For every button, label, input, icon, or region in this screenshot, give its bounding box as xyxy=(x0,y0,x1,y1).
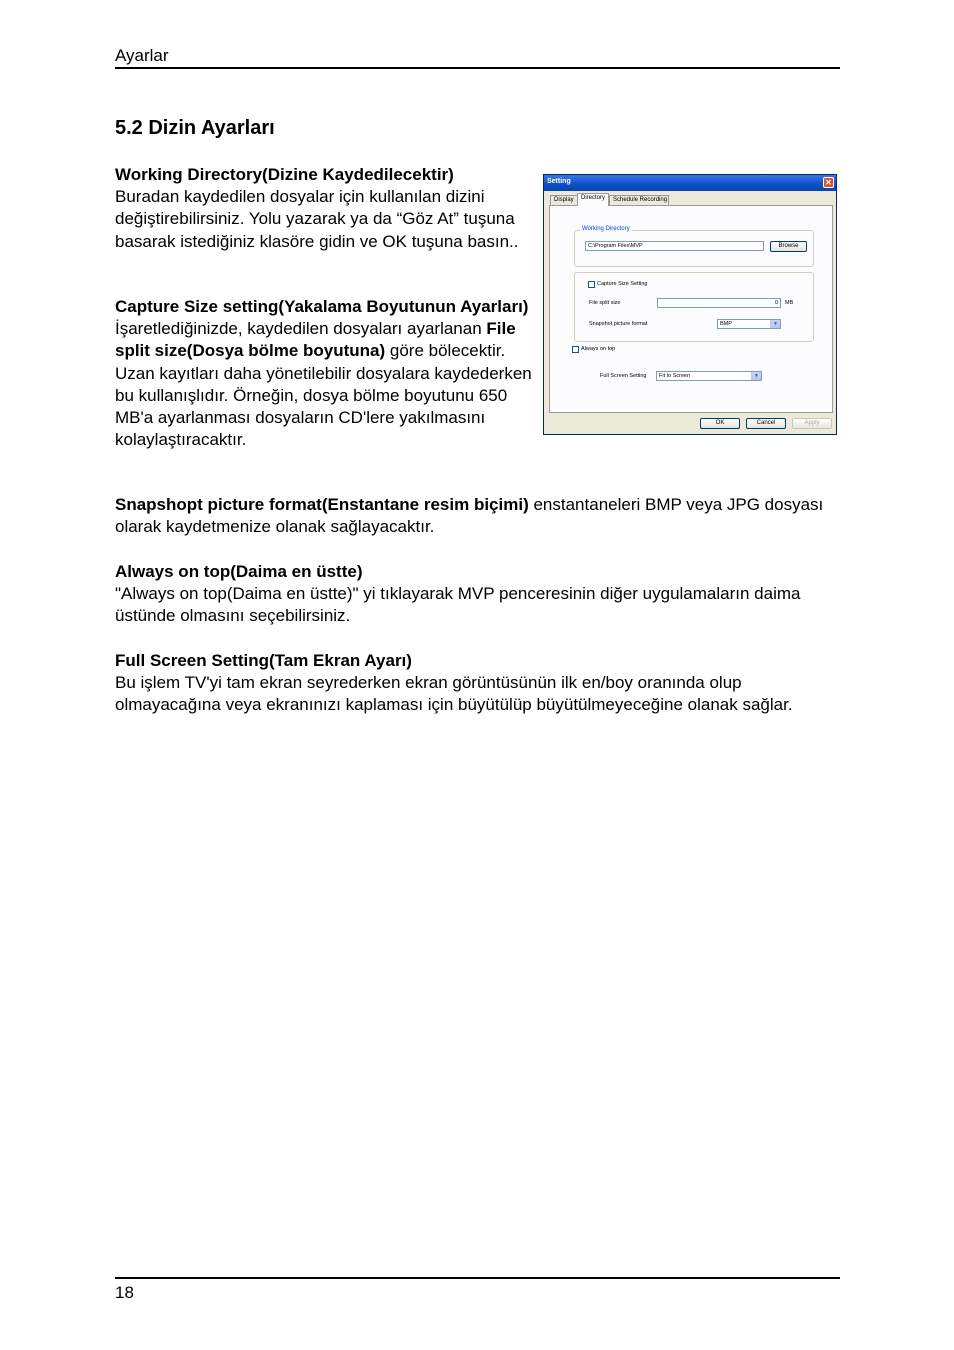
section-title: 5.2 Dizin Ayarları xyxy=(115,117,275,139)
full-screen-setting-select[interactable] xyxy=(656,371,762,381)
file-split-size-label: File split size xyxy=(589,300,621,306)
working-directory-paragraph xyxy=(115,164,535,253)
full-screen-setting-value: Fit to Screen xyxy=(659,373,691,379)
snapshot-format-label: Snapshot picture format xyxy=(589,321,648,327)
capture-size-bold: File split size(Dosya bölme boyutuna) xyxy=(115,319,516,361)
snapshot-format-value: BMP xyxy=(720,321,732,327)
capture-size-body-1: İşaretlediğinizde, kaydedilen dosyaları ayarlanan xyxy=(115,319,487,339)
footer-rule xyxy=(115,1277,840,1279)
ok-button[interactable]: OK xyxy=(700,418,740,429)
chevron-down-icon[interactable]: ▼ xyxy=(751,372,761,380)
chevron-down-icon[interactable]: ▼ xyxy=(770,320,780,328)
tab-directory[interactable]: Directory xyxy=(577,193,609,206)
working-directory-group xyxy=(574,226,814,267)
working-directory-input[interactable]: C:\Program Files\MVP xyxy=(585,241,764,251)
full-screen-paragraph xyxy=(115,650,840,717)
snapshot-paragraph xyxy=(115,494,840,538)
full-screen-setting-label: Full Screen Setting xyxy=(600,373,647,379)
working-directory-heading: Working Directory(Dizine Kaydedilecektir) xyxy=(115,165,454,184)
cancel-button[interactable]: Cancel xyxy=(746,418,786,429)
header-rule xyxy=(115,67,840,69)
full-screen-heading: Full Screen Setting(Tam Ekran Ayarı) xyxy=(115,651,412,670)
always-on-top-heading: Always on top(Daima en üstte) xyxy=(115,562,363,581)
tab-schedule-recording[interactable]: Schedule Recording xyxy=(609,195,669,205)
setting-dialog xyxy=(543,174,837,435)
capture-size-checkbox-label: Capture Size Setting xyxy=(597,281,648,287)
always-on-top-label: Always on top xyxy=(581,346,616,352)
capture-size-paragraph xyxy=(115,296,535,451)
full-screen-body: Bu işlem TV'yi tam ekran seyrederken ekran görüntüsünün ilk en/boy oranında olup olmayacağına veya ekranınızı kaplaması için büyütülüp büyütülmeyeceğine olanak sağlar. xyxy=(115,673,793,715)
working-directory-body: Buradan kaydedilen dosyalar için kullanılan dizini değiştirebilirsiniz. Yolu yazarak ya da “Göz At” tuşuna basarak istediğiniz klasöre gidin ve OK tuşuna basın.. xyxy=(115,187,519,251)
snapshot-bold: Snapshopt picture format(Enstantane resim biçimi) xyxy=(115,495,529,514)
browse-button[interactable]: Browse xyxy=(770,241,807,252)
tab-display[interactable]: Display xyxy=(550,195,578,205)
page-number: 18 xyxy=(115,1283,134,1302)
dialog-title: Setting xyxy=(547,178,571,185)
always-on-top-checkbox[interactable] xyxy=(572,346,579,353)
always-on-top-paragraph xyxy=(115,561,840,628)
capture-size-body-2: göre bölecektir. Uzan kayıtları daha yönetilebilir dosyalara kaydederken bu kullanışlıdır. Örneğin, dosya bölme boyutunu 650 MB'a ayarlanması dosyaların CD'lere yakılmasını kolaylaştıracaktır. xyxy=(115,341,532,450)
capture-size-group xyxy=(574,272,814,342)
close-icon[interactable]: ✕ xyxy=(823,177,834,188)
always-on-top-body: "Always on top(Daima en üstte)" yi tıklayarak MVP penceresinin diğer uygulamaların daima üstünde olmasını seçebilirsiniz. xyxy=(115,584,801,626)
snapshot-format-select[interactable] xyxy=(717,319,781,329)
capture-size-heading: Capture Size setting(Yakalama Boyutunun Ayarları) xyxy=(115,297,529,316)
file-split-unit: MB xyxy=(785,300,794,306)
working-directory-group-label: Working Directory xyxy=(582,226,630,232)
apply-button[interactable]: Apply xyxy=(792,418,832,429)
file-split-size-input[interactable]: 0 xyxy=(657,298,781,308)
capture-size-checkbox[interactable] xyxy=(588,281,595,288)
snapshot-body: enstantaneleri BMP veya JPG dosyası olarak kaydetmenize olanak sağlayacaktır. xyxy=(115,495,824,537)
tab-panel-directory xyxy=(549,205,833,413)
dialog-titlebar[interactable] xyxy=(544,175,836,191)
running-header: Ayarlar xyxy=(115,46,169,65)
